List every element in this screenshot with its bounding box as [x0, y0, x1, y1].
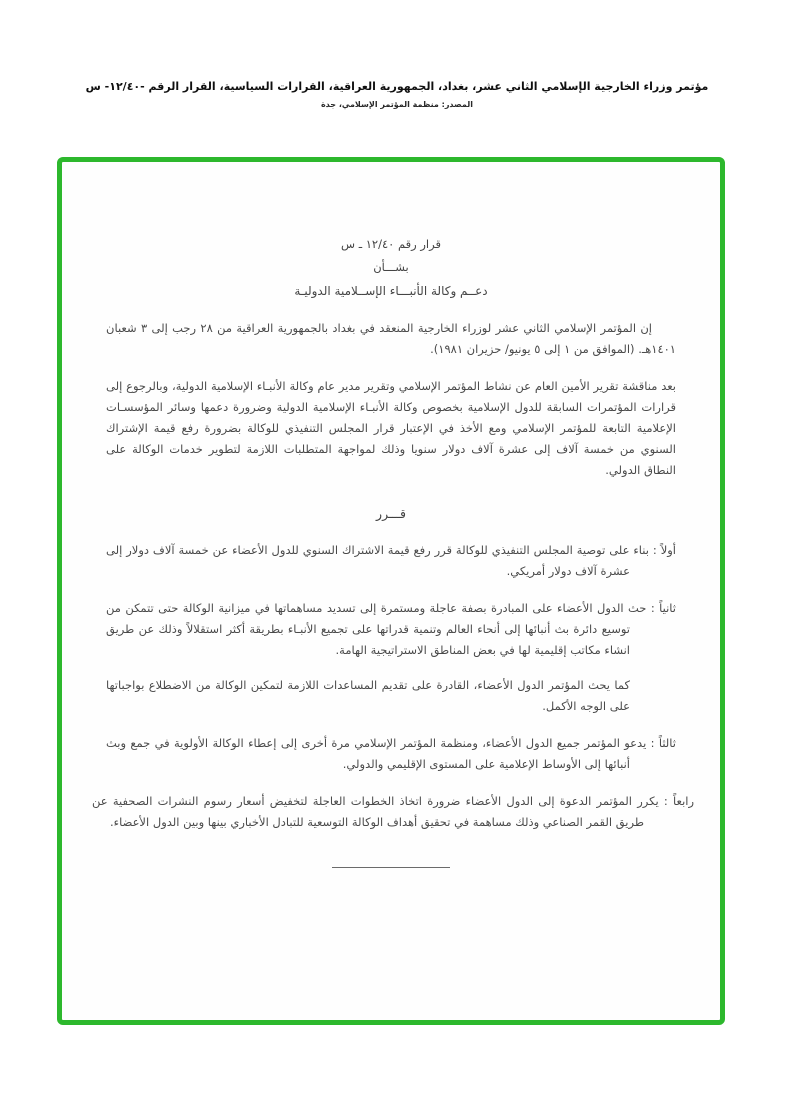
resolution-title-block: [106, 234, 676, 302]
decision-item-3-text: يدعو المؤتمر جميع الدول الأعضاء، ومنظمة المؤتمر الإسلامي مرة أخرى إلى إعطاء الوكالة الأولوية في جمع وبث أنبائها إلى الأوساط الإعلامية على المستوى الإقليمي والدولي.: [106, 736, 647, 771]
decision-item-2-label: ثانياً :: [650, 601, 676, 615]
resolution-subject: دعــم وكالة الأنبـــاء الإســلامية الدوليـة: [294, 284, 488, 298]
decision-item-4: [92, 791, 694, 833]
citation-title: مؤتمر وزراء الخارجية الإسلامي الثاني عشر، بغداد، الجمهورية العراقية، القرارات السياسية، القرار الرقم -١٢/٤٠- س: [85, 80, 709, 93]
decision-item-3-label: ثالثاً :: [650, 736, 677, 750]
green-highlight-frame: [57, 157, 725, 1025]
considerations-paragraph: بعد مناقشة تقرير الأمين العام عن نشاط المؤتمر الإسلامي وتقرير مدير عام وكالة الأنبـاء الإسلامية الدولية، وبالرجوع إلى قرارات المؤتمرات السابقة للدول الإسلامية بخصوص وكالة الأنبـاء الإسلامية الدولية وضرورة دعمها وسائر المؤسسـات الإعلامية التابعة للمؤتمر الإسلامي ومع الأخذ في الإعتبار قرار المجلس التنفيذي للوكالة بضرورة رفع قيمة الإشتراك السنوي من خمسة آلاف إلى عشرة آلاف دولار سنويا وذلك لمواجهة المتطلبات اللازمة لتطوير خدمات الوكالة على النطاق الدولي.: [106, 379, 676, 477]
decision-item-4-label: رابعاً :: [663, 794, 695, 808]
end-divider: [332, 867, 450, 868]
resolution-number: قرار رقم ١٢/٤٠ ـ س: [341, 237, 441, 251]
preamble-paragraph: إن المؤتمر الإسلامي الثاني عشر لوزراء الخارجية المنعقد في بغداد بالجمهورية العراقية من ٢٨ رجب إلى ٣ شعبان ١٤٠١هـ. (الموافق من ١ إلى ٥ يونيو/ حزيران ١٩٨١).: [106, 321, 676, 356]
resolution-subject-word: بشـــأن: [373, 260, 409, 274]
decision-item-2-text: حث الدول الأعضاء على المبادرة بصفة عاجلة ومستمرة إلى تسديد مساهماتها في ميزانية الوكالة حتى تتمكن من توسيع دائرة بث أنبائها إلى أنحاء العالم وتنمية قدراتها على تجميع الأنبـاء بطريقة أكثر استقلالاً وذلك عن طريق انشاء مكاتب إقليمية لها في بعض المناطق الاستراتيجية الهامة.: [106, 601, 647, 657]
decision-item-1-text: بناء على توصية المجلس التنفيذي للوكالة قرر رفع قيمة الاشتراك السنوي للدول الأعضاء عن خمسة آلاف دولار إلى عشرة آلاف دولار أمريكي.: [106, 543, 649, 578]
decision-item-1-label: أولاً :: [652, 543, 677, 557]
decision-item-1: [106, 540, 676, 582]
citation-source: المصدر: منظمة المؤتمر الإسلامي، جدة: [320, 100, 474, 109]
decision-heading: قـــرر: [376, 506, 406, 521]
decision-item-2-extra: كما يحث المؤتمر الدول الأعضاء، القادرة على تقديم المساعدات اللازمة لتمكين الوكالة من الاضطلاع بواجباتها على الوجه الأكمل.: [106, 678, 630, 713]
scanned-resolution: [62, 162, 720, 868]
citation-header: [0, 80, 794, 109]
decision-item-4-text: يكرر المؤتمر الدعوة إلى الدول الأعضاء ضرورة اتخاذ الخطوات العاجلة لتخفيض أسعار رسوم النشرات الصحفية عن طريق القمر الصناعي وذلك مساهمة في تحقيق أهداف الوكالة التوسعية للتبادل الأخباري بينها وبين الدول الأعضاء.: [92, 794, 659, 829]
decision-item-3: [106, 733, 676, 775]
decision-item-2: [106, 598, 676, 661]
